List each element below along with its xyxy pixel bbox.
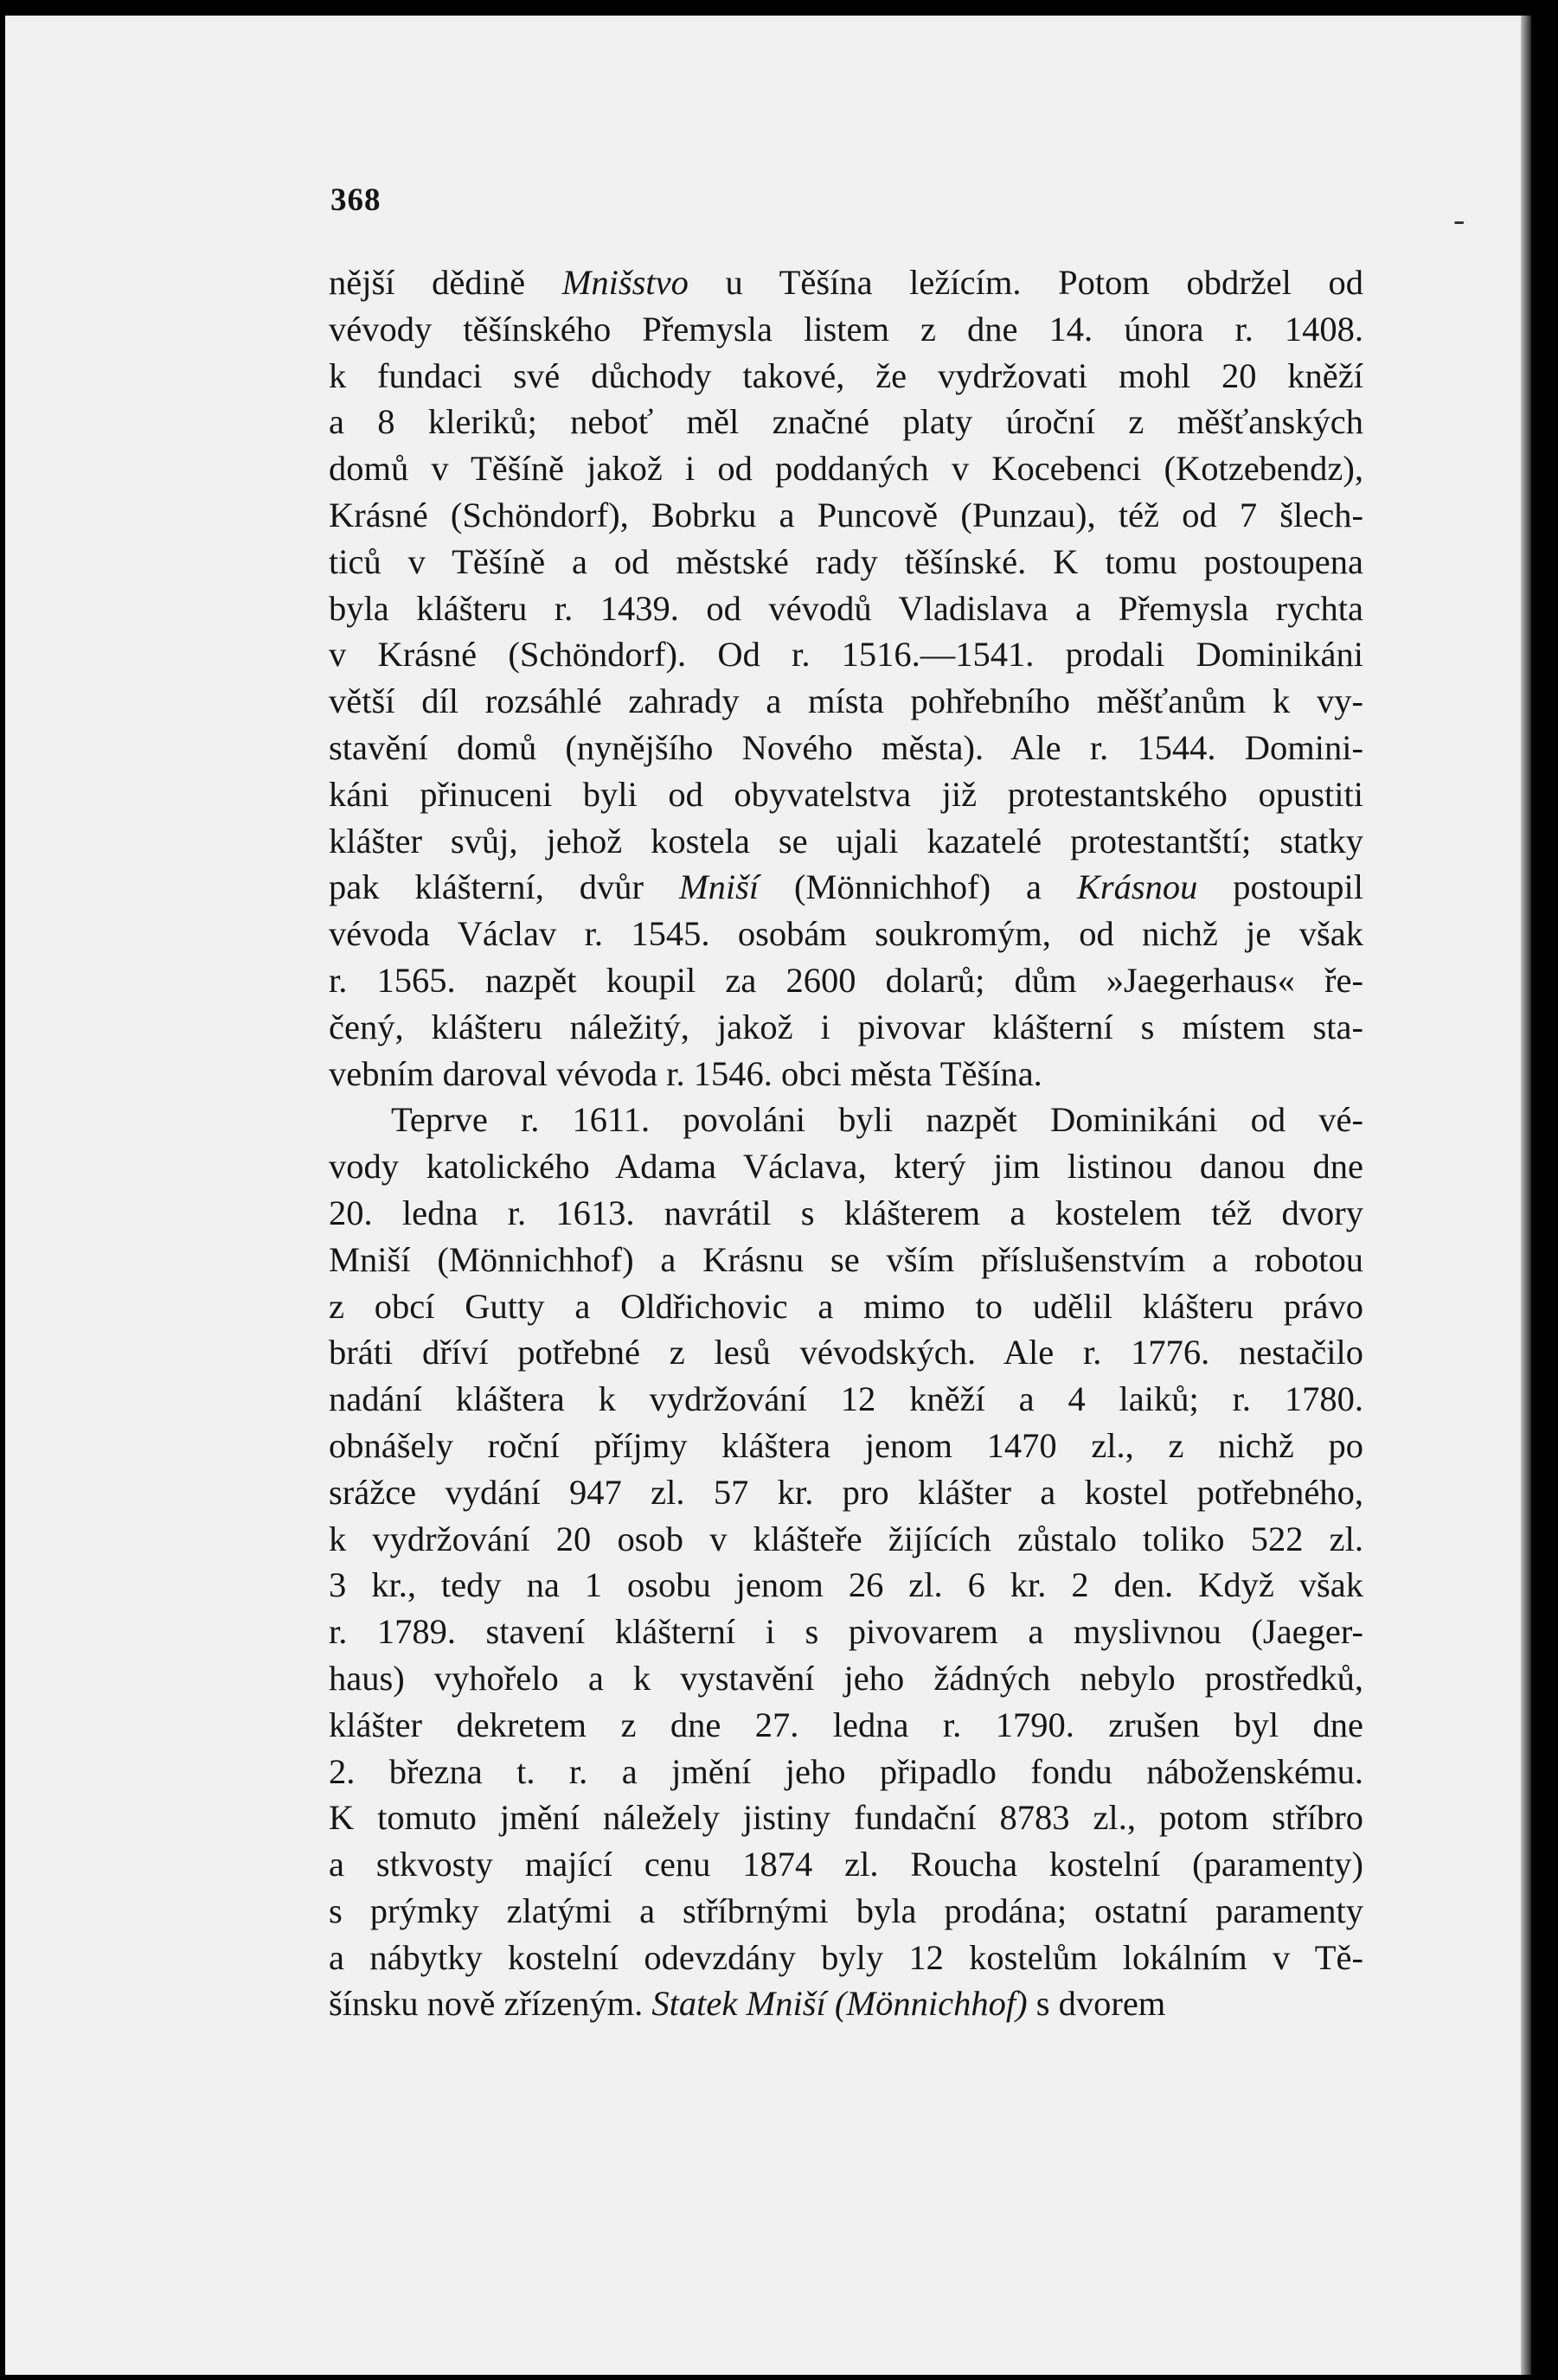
text-span: k vydržování 20 osob v klášteře žijících zůstalo toliko 522 zl. xyxy=(329,1519,1363,1558)
text-line xyxy=(329,1004,1363,1051)
italic-term: Mnišstvo xyxy=(561,263,689,302)
text-span: 20. ledna r. 1613. navrátil s klášterem a kostelem též dvory xyxy=(329,1193,1363,1232)
text-span: 2. března t. r. a jmění jeho připadlo fondu náboženskému. xyxy=(329,1751,1363,1791)
text-span: vebním daroval vévoda r. 1546. obci města Těšína. xyxy=(329,1053,1042,1093)
margin-mark: - xyxy=(1453,200,1465,239)
text-span: nější dědině xyxy=(329,263,562,302)
text-span: obnášely roční příjmy kláštera jenom 1470 zl., z nichž po xyxy=(329,1425,1363,1465)
text-span: Mniší (Mönnichhof) a Krásnu se vším příslušenstvím a robotou xyxy=(329,1239,1363,1279)
text-line xyxy=(329,1888,1363,1935)
text-line xyxy=(329,818,1363,865)
text-span: a stkvosty mající cenu 1874 zl. Roucha kostelní (paramenty) xyxy=(329,1845,1363,1884)
text-span: čený, klášteru náležitý, jakož i pivovar klášterní s místem sta- xyxy=(329,1007,1363,1046)
text-line xyxy=(329,353,1363,400)
text-line xyxy=(329,864,1363,911)
text-line xyxy=(329,539,1363,585)
text-line xyxy=(329,1609,1363,1655)
text-line xyxy=(329,678,1363,725)
text-line xyxy=(329,725,1363,771)
text-span: bráti dříví potřebné z lesů vévodských. Ale r. 1776. nestačilo xyxy=(329,1333,1363,1372)
italic-term: Mniší xyxy=(678,867,760,907)
text-line xyxy=(329,1655,1363,1702)
page-number: 368 xyxy=(330,182,381,218)
text-span: v Krásné (Schöndorf). Od r. 1516.—1541. prodali Dominikáni xyxy=(329,635,1363,675)
text-line xyxy=(329,1841,1363,1888)
text-line xyxy=(329,1237,1363,1283)
text-line xyxy=(329,1423,1363,1469)
text-span: K tomuto jmění náležely jistiny fundační 8783 zl., potom stříbro xyxy=(329,1798,1363,1838)
text-span: větší díl rozsáhlé zahrady a místa pohřebního měšťanům k vy- xyxy=(329,681,1363,721)
text-line xyxy=(329,1749,1363,1795)
text-line xyxy=(329,771,1363,818)
text-span: a nábytky kostelní odevzdány byly 12 kostelům lokálním v Tě- xyxy=(329,1937,1363,1977)
italic-term: Statek Mniší (Mönnichhof) xyxy=(651,1984,1028,2024)
text-line xyxy=(329,585,1363,632)
text-line xyxy=(329,1283,1363,1330)
text-span: byla klášteru r. 1439. od vévodů Vladislava a Přemysla rychta xyxy=(329,588,1363,628)
page-text xyxy=(329,259,1363,2027)
text-line xyxy=(329,492,1363,539)
text-span: šínsku nově zřízeným. xyxy=(329,1984,652,2024)
text-line xyxy=(329,911,1363,957)
text-line xyxy=(329,1097,1363,1143)
text-line xyxy=(329,1329,1363,1376)
text-line xyxy=(329,445,1363,492)
text-span: 3 kr., tedy na 1 osobu jenom 26 zl. 6 kr. 2 den. Když však xyxy=(329,1565,1363,1605)
text-line xyxy=(329,1562,1363,1609)
text-span: (Mönnichhof) a xyxy=(759,867,1077,907)
text-span: ticů v Těšíně a od městské rady těšínské. K tomu postoupena xyxy=(329,541,1363,581)
text-span: Krásné (Schöndorf), Bobrku a Puncově (Punzau), též od 7 šlech- xyxy=(329,495,1363,534)
italic-term: Krásnou xyxy=(1076,867,1198,907)
text-span: vévoda Václav r. 1545. osobám soukromým, od nichž je však xyxy=(329,914,1363,954)
text-span: srážce vydání 947 zl. 57 kr. pro klášter a kostel potřebného, xyxy=(329,1472,1363,1512)
text-span: klášter svůj, jehož kostela se ujali kazatelé protestantští; statky xyxy=(329,821,1363,861)
text-line xyxy=(329,1143,1363,1190)
text-span: stavění domů (nynějšího Nového města). Ale r. 1544. Domini- xyxy=(329,727,1363,767)
text-line xyxy=(329,957,1363,1004)
text-span: r. 1565. nazpět koupil za 2600 dolarů; dům »Jaegerhaus« ře- xyxy=(329,960,1363,1000)
text-line xyxy=(329,399,1363,445)
text-span: káni přinuceni byli od obyvatelstva již protestantského opustiti xyxy=(329,774,1363,814)
text-line xyxy=(329,1935,1363,1981)
text-span: a 8 kleriků; neboť měl značné platy úroční z měšťanských xyxy=(329,402,1363,442)
text-line xyxy=(329,631,1363,678)
text-line xyxy=(329,1702,1363,1749)
text-line xyxy=(329,1376,1363,1423)
text-span: s prýmky zlatými a stříbrnými byla prodána; ostatní paramenty xyxy=(329,1891,1363,1930)
text-span: haus) vyhořelo a k vystavění jeho žádných nebylo prostředků, xyxy=(329,1658,1363,1698)
text-line xyxy=(329,1516,1363,1563)
page-edge-shadow xyxy=(1521,16,1531,2375)
text-span: u Těšína ležícím. Potom obdržel od xyxy=(688,263,1363,302)
text-line xyxy=(329,1051,1363,1097)
text-span: k fundaci své důchody takové, že vydržovati mohl 20 kněží xyxy=(329,355,1363,395)
text-line xyxy=(329,1795,1363,1841)
text-span: r. 1789. stavení klášterní i s pivovarem a myslivnou (Jaeger- xyxy=(329,1612,1363,1652)
text-line xyxy=(329,306,1363,353)
text-line xyxy=(329,1190,1363,1237)
text-line xyxy=(329,259,1363,306)
text-line xyxy=(329,1980,1363,2027)
text-span: klášter dekretem z dne 27. ledna r. 1790. zrušen byl dne xyxy=(329,1705,1363,1744)
text-span: vévody těšínského Přemysla listem z dne 14. února r. 1408. xyxy=(329,309,1363,349)
text-span: domů v Těšíně jakož i od poddaných v Kocebenci (Kotzebendz), xyxy=(329,449,1363,489)
text-span: s dvorem xyxy=(1027,1984,1166,2024)
text-line xyxy=(329,1469,1363,1516)
text-span: vody katolického Adama Václava, který jim listinou danou dne xyxy=(329,1147,1363,1187)
text-span: Teprve r. 1611. povoláni byli nazpět Dominikáni od vé- xyxy=(391,1100,1363,1140)
text-span: postoupil xyxy=(1197,867,1363,907)
text-span: z obcí Gutty a Oldřichovic a mimo to udělil klášteru právo xyxy=(329,1286,1363,1326)
text-span: pak klášterní, dvůr xyxy=(329,867,679,907)
text-span: nadání kláštera k vydržování 12 kněží a 4 laiků; r. 1780. xyxy=(329,1379,1363,1419)
